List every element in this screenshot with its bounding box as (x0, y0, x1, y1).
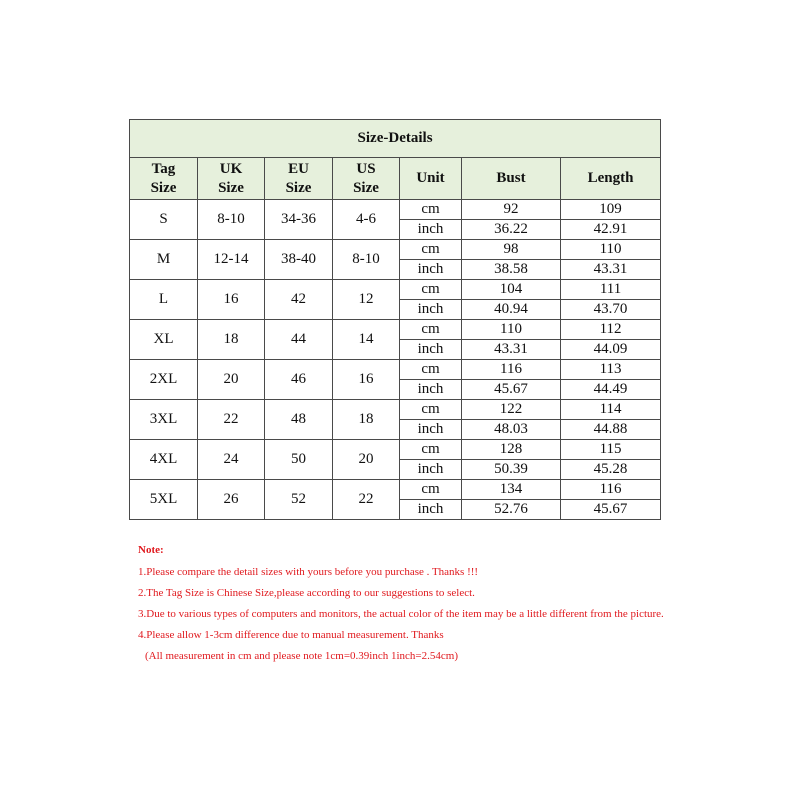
us-size-cell: 4-6 (333, 200, 400, 240)
table-row (130, 440, 661, 460)
bust-inch-cell: 52.76 (462, 500, 561, 520)
uk-size-cell: 16 (198, 280, 265, 320)
eu-size-cell: 48 (265, 400, 333, 440)
header-unit-label: Unit (416, 170, 445, 187)
eu-size-cell: 50 (265, 440, 333, 480)
eu-size-cell: 34-36 (265, 200, 333, 240)
tag-size-cell: L (130, 280, 198, 320)
header-unit (400, 158, 462, 200)
header-bust (462, 158, 561, 200)
header-us-size-line1: US (356, 160, 376, 177)
unit-cell-inch: inch (400, 340, 462, 360)
us-size-cell: 12 (333, 280, 400, 320)
header-us-size (333, 158, 400, 200)
length-inch-cell: 45.67 (561, 500, 661, 520)
unit-cell-cm: cm (400, 200, 462, 220)
bust-cm-cell: 134 (462, 480, 561, 500)
us-size-cell: 20 (333, 440, 400, 480)
note-line-2: 2.The Tag Size is Chinese Size,please according to our suggestions to select. (138, 587, 475, 599)
note-measurement-info: (All measurement in cm and please note 1cm=0.39inch 1inch=2.54cm) (145, 650, 458, 662)
table-row (130, 320, 661, 340)
bust-cm-cell: 92 (462, 200, 561, 220)
note-line-4: 4.Please allow 1-3cm difference due to manual measurement. Thanks (138, 629, 444, 641)
table-title: Size-Details (130, 120, 661, 158)
length-inch-cell: 43.70 (561, 300, 661, 320)
eu-size-cell: 38-40 (265, 240, 333, 280)
table-row (130, 240, 661, 260)
unit-cell-cm: cm (400, 240, 462, 260)
table-row (130, 280, 661, 300)
bust-inch-cell: 40.94 (462, 300, 561, 320)
eu-size-cell: 46 (265, 360, 333, 400)
length-cm-cell: 113 (561, 360, 661, 380)
unit-cell-inch: inch (400, 420, 462, 440)
size-details-table (129, 119, 661, 520)
tag-size-cell: S (130, 200, 198, 240)
unit-cell-inch: inch (400, 220, 462, 240)
unit-cell-inch: inch (400, 260, 462, 280)
eu-size-cell: 42 (265, 280, 333, 320)
header-us-size-line2: Size (353, 179, 379, 196)
length-cm-cell: 112 (561, 320, 661, 340)
us-size-cell: 14 (333, 320, 400, 360)
uk-size-cell: 20 (198, 360, 265, 400)
length-cm-cell: 111 (561, 280, 661, 300)
bust-cm-cell: 128 (462, 440, 561, 460)
header-uk-size-line1: UK (219, 160, 243, 177)
length-cm-cell: 109 (561, 200, 661, 220)
header-eu-size-line1: EU (288, 160, 309, 177)
table-row (130, 360, 661, 380)
tag-size-cell: 5XL (130, 480, 198, 520)
unit-cell-cm: cm (400, 400, 462, 420)
length-inch-cell: 45.28 (561, 460, 661, 480)
unit-cell-inch: inch (400, 460, 462, 480)
unit-cell-cm: cm (400, 320, 462, 340)
unit-cell-cm: cm (400, 440, 462, 460)
bust-cm-cell: 98 (462, 240, 561, 260)
unit-cell-inch: inch (400, 380, 462, 400)
header-bust-label: Bust (496, 170, 526, 187)
length-inch-cell: 43.31 (561, 260, 661, 280)
bust-inch-cell: 36.22 (462, 220, 561, 240)
tag-size-cell: M (130, 240, 198, 280)
length-cm-cell: 110 (561, 240, 661, 260)
unit-cell-cm: cm (400, 280, 462, 300)
header-uk-size-line2: Size (218, 179, 244, 196)
length-cm-cell: 116 (561, 480, 661, 500)
length-inch-cell: 44.09 (561, 340, 661, 360)
note-line-1: 1.Please compare the detail sizes with yours before you purchase . Thanks !!! (138, 566, 479, 578)
header-eu-size-line2: Size (285, 179, 312, 196)
us-size-cell: 18 (333, 400, 400, 440)
note-line-3: 3.Due to various types of computers and monitors, the actual color of the item may be a little different from the picture. (138, 608, 664, 620)
us-size-cell: 22 (333, 480, 400, 520)
tag-size-cell: 4XL (130, 440, 198, 480)
header-length (561, 158, 661, 200)
length-inch-cell: 42.91 (561, 220, 661, 240)
uk-size-cell: 26 (198, 480, 265, 520)
length-inch-cell: 44.49 (561, 380, 661, 400)
unit-cell-cm: cm (400, 360, 462, 380)
header-eu-size (265, 158, 333, 200)
length-cm-cell: 114 (561, 400, 661, 420)
bust-cm-cell: 104 (462, 280, 561, 300)
length-inch-cell: 44.88 (561, 420, 661, 440)
tag-size-cell: 3XL (130, 400, 198, 440)
table-body (130, 200, 661, 520)
bust-inch-cell: 43.31 (462, 340, 561, 360)
bust-cm-cell: 110 (462, 320, 561, 340)
note-heading: Note: (138, 544, 164, 556)
bust-cm-cell: 122 (462, 400, 561, 420)
unit-cell-inch: inch (400, 500, 462, 520)
uk-size-cell: 12-14 (198, 240, 265, 280)
uk-size-cell: 22 (198, 400, 265, 440)
uk-size-cell: 8-10 (198, 200, 265, 240)
header-tag-size-line2: Size (150, 179, 177, 196)
header-tag-size (130, 158, 198, 200)
table-row (130, 400, 661, 420)
table-row (130, 200, 661, 220)
header-tag-size-line1: Tag (151, 160, 176, 177)
uk-size-cell: 24 (198, 440, 265, 480)
us-size-cell: 8-10 (333, 240, 400, 280)
header-uk-size (198, 158, 265, 200)
bust-cm-cell: 116 (462, 360, 561, 380)
bust-inch-cell: 50.39 (462, 460, 561, 480)
unit-cell-inch: inch (400, 300, 462, 320)
eu-size-cell: 44 (265, 320, 333, 360)
unit-cell-cm: cm (400, 480, 462, 500)
header-length-label: Length (587, 170, 634, 187)
uk-size-cell: 18 (198, 320, 265, 360)
bust-inch-cell: 48.03 (462, 420, 561, 440)
us-size-cell: 16 (333, 360, 400, 400)
tag-size-cell: XL (130, 320, 198, 360)
length-cm-cell: 115 (561, 440, 661, 460)
eu-size-cell: 52 (265, 480, 333, 520)
notes-section (138, 544, 778, 662)
tag-size-cell: 2XL (130, 360, 198, 400)
bust-inch-cell: 38.58 (462, 260, 561, 280)
table-row (130, 480, 661, 500)
bust-inch-cell: 45.67 (462, 380, 561, 400)
